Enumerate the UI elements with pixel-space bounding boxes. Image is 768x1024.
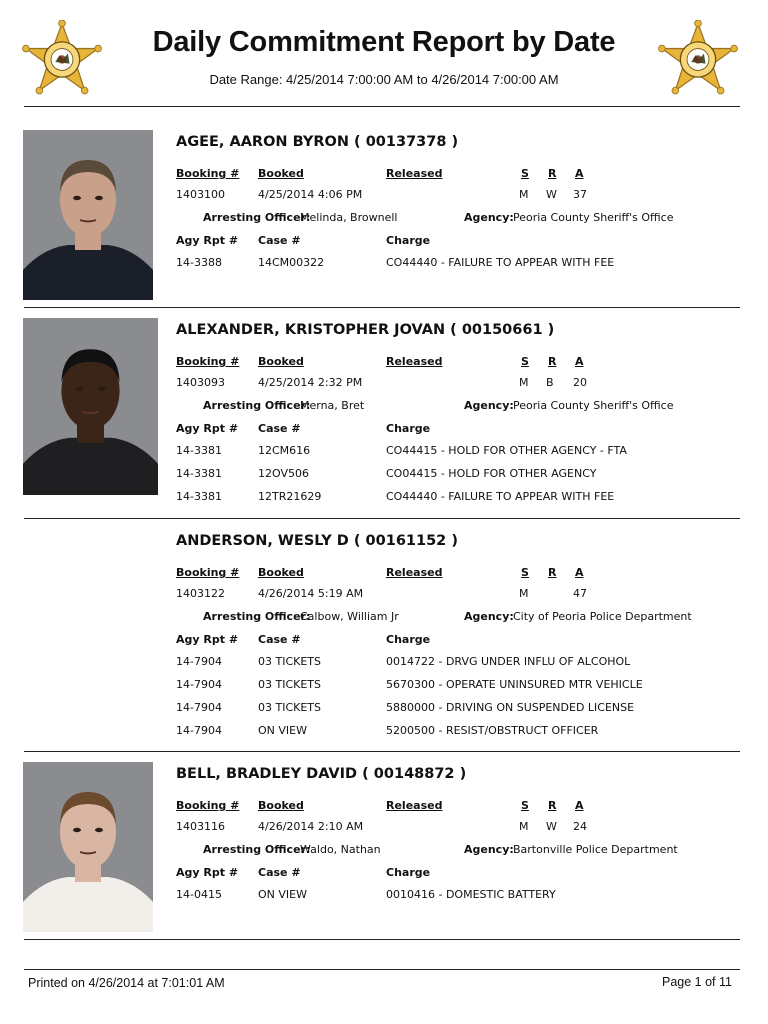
booked-header: Booked [258,167,304,180]
mugshot-photo [23,130,153,300]
inmate-name: AGEE, AARON BYRON ( 00137378 ) [176,134,459,150]
sex-value: M [519,188,529,201]
sex-header: S [521,799,529,812]
case-number: 14CM00322 [258,256,325,269]
agency-report-number: 14-3381 [176,444,222,457]
released-header: Released [386,355,443,368]
case-number: ON VIEW [258,724,307,737]
booked-datetime: 4/25/2014 4:06 PM [258,188,363,201]
agency-report-number: 14-7904 [176,678,222,691]
arresting-officer-label: Arresting Officer: [203,399,311,412]
record-divider [24,751,740,752]
booked-datetime: 4/26/2014 5:19 AM [258,587,364,600]
booked-header: Booked [258,355,304,368]
case-number: 12OV506 [258,467,309,480]
mugshot-photo [23,762,153,932]
booked-datetime: 4/25/2014 2:32 PM [258,376,363,389]
booking-record [0,527,768,751]
booking-number-header: Booking # [176,355,240,368]
case-number: 03 TICKETS [258,678,322,691]
footer-divider [24,969,740,970]
agency-report-header: Agy Rpt # [176,422,239,435]
record-divider [24,307,740,308]
age-header: A [575,355,584,368]
agency-report-header: Agy Rpt # [176,866,239,879]
charge-description: 0014722 - DRVG UNDER INFLU OF ALCOHOL [386,655,631,668]
charge-header: Charge [386,422,431,435]
charge-description: CO04415 - HOLD FOR OTHER AGENCY [386,467,597,480]
agency-name: City of Peoria Police Department [513,610,692,623]
agency-label: Agency: [464,399,514,412]
race-value: W [546,820,557,833]
inmate-name: BELL, BRADLEY DAVID ( 00148872 ) [176,766,467,782]
agency-report-number: 14-3388 [176,256,222,269]
age-value: 24 [573,820,587,833]
inmate-name: ALEXANDER, KRISTOPHER JOVAN ( 00150661 ) [176,322,555,338]
booking-number-header: Booking # [176,167,240,180]
arresting-officer-label: Arresting Officer: [203,843,311,856]
case-number: 03 TICKETS [258,701,322,714]
arresting-officer-name: Melinda, Brownell [300,211,398,224]
arresting-officer-name: Merna, Bret [300,399,365,412]
inmate-name: ANDERSON, WESLY D ( 00161152 ) [176,533,458,549]
released-header: Released [386,566,443,579]
record-divider [24,939,740,940]
booking-number-header: Booking # [176,566,240,579]
age-header: A [575,167,584,180]
report-header [0,0,768,108]
date-range: Date Range: 4/25/2014 7:00:00 AM to 4/26/2014 7:00:00 AM [209,72,559,87]
booking-record [0,128,768,307]
charge-description: 5200500 - RESIST/OBSTRUCT OFFICER [386,724,599,737]
charge-description: CO44415 - HOLD FOR OTHER AGENCY - FTA [386,444,627,457]
race-header: R [548,355,557,368]
case-number-header: Case # [258,866,301,879]
agency-report-number: 14-7904 [176,724,222,737]
age-value: 20 [573,376,587,389]
charge-header: Charge [386,633,431,646]
booked-header: Booked [258,566,304,579]
age-value: 47 [573,587,587,600]
agency-report-number: 14-3381 [176,467,222,480]
charge-description: CO44440 - FAILURE TO APPEAR WITH FEE [386,490,615,503]
sex-header: S [521,355,529,368]
report-title: Daily Commitment Report by Date [152,26,616,58]
arresting-officer-name: Calbow, William Jr [300,610,399,623]
charge-description: 5670300 - OPERATE UNINSURED MTR VEHICLE [386,678,643,691]
sex-value: M [519,587,529,600]
arresting-officer-label: Arresting Officer: [203,211,311,224]
mugshot-photo [23,318,158,495]
agency-report-number: 14-7904 [176,655,222,668]
race-header: R [548,799,557,812]
booking-number: 1403100 [176,188,225,201]
agency-report-number: 14-0415 [176,888,222,901]
agency-name: Bartonville Police Department [513,843,678,856]
booking-record [0,316,768,518]
charge-description: CO44440 - FAILURE TO APPEAR WITH FEE [386,256,615,269]
race-header: R [548,167,557,180]
booking-number: 1403093 [176,376,225,389]
case-number: 12TR21629 [258,490,322,503]
agency-report-number: 14-7904 [176,701,222,714]
agency-report-number: 14-3381 [176,490,222,503]
booking-record [0,760,768,939]
divider [24,106,740,107]
agency-label: Agency: [464,610,514,623]
arresting-officer-label: Arresting Officer: [203,610,311,623]
agency-report-header: Agy Rpt # [176,633,239,646]
age-header: A [575,799,584,812]
arresting-officer-name: Waldo, Nathan [300,843,381,856]
sex-header: S [521,167,529,180]
agency-name: Peoria County Sheriff's Office [513,211,674,224]
booked-datetime: 4/26/2014 2:10 AM [258,820,364,833]
charge-header: Charge [386,234,431,247]
printed-timestamp: Printed on 4/26/2014 at 7:01:01 AM [28,976,225,990]
case-number-header: Case # [258,422,301,435]
agency-report-header: Agy Rpt # [176,234,239,247]
age-header: A [575,566,584,579]
agency-label: Agency: [464,211,514,224]
sex-value: M [519,820,529,833]
charge-description: 0010416 - DOMESTIC BATTERY [386,888,556,901]
sex-value: M [519,376,529,389]
charge-description: 5880000 - DRIVING ON SUSPENDED LICENSE [386,701,635,714]
case-number-header: Case # [258,633,301,646]
case-number: ON VIEW [258,888,307,901]
booking-number-header: Booking # [176,799,240,812]
booking-number: 1403122 [176,587,225,600]
booking-number: 1403116 [176,820,225,833]
race-header: R [548,566,557,579]
case-number: 03 TICKETS [258,655,322,668]
race-value: W [546,188,557,201]
age-value: 37 [573,188,587,201]
charge-header: Charge [386,866,431,879]
booked-header: Booked [258,799,304,812]
sex-header: S [521,566,529,579]
case-number: 12CM616 [258,444,311,457]
race-value: B [546,376,554,389]
released-header: Released [386,799,443,812]
agency-label: Agency: [464,843,514,856]
record-divider [24,518,740,519]
released-header: Released [386,167,443,180]
agency-name: Peoria County Sheriff's Office [513,399,674,412]
case-number-header: Case # [258,234,301,247]
page-number: Page 1 of 11 [662,975,732,989]
